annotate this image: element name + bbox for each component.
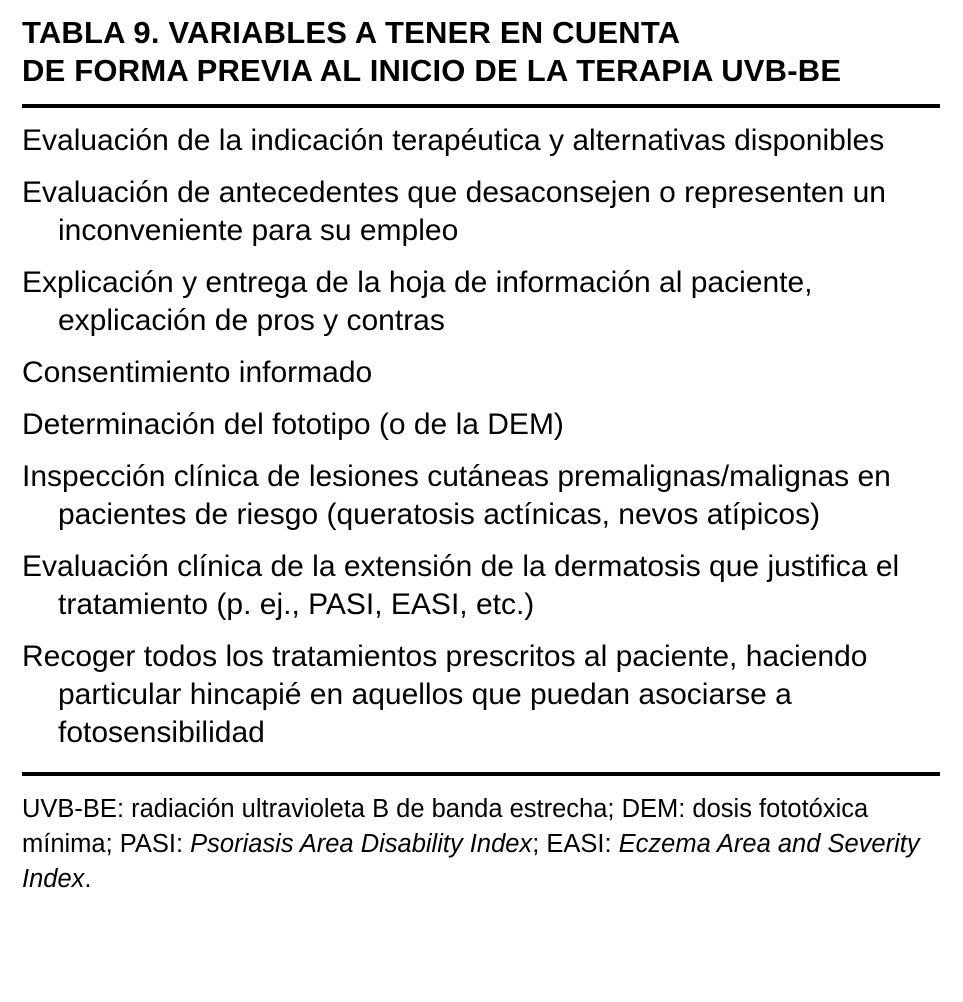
- table-title-line2: DE FORMA PREVIA AL INICIO DE LA TERAPIA UVB-BE: [22, 53, 842, 88]
- list-item: Evaluación de antecedentes que desaconsejen o representen un inconveniente para su empleo: [22, 176, 886, 247]
- list-item: Consentimiento informado: [22, 356, 373, 389]
- table-title-line1: VARIABLES A TENER EN CUENTA: [168, 15, 681, 50]
- table-label: TABLA 9.: [22, 15, 160, 50]
- footnote-text: ; EASI:: [532, 830, 619, 858]
- list-item: Evaluación de la indicación terapéutica y alternativas disponibles: [22, 124, 885, 157]
- table-footnote: [22, 792, 941, 897]
- list-item: Explicación y entrega de la hoja de información al paciente, explicación de pros y contras: [22, 266, 813, 337]
- list-item: Recoger todos los tratamientos prescritos al paciente, haciendo particular hincapié en aquellos que puedan asociarse a fotosensibilidad: [22, 640, 868, 749]
- top-rule: [22, 104, 940, 108]
- list-item: Determinación del fototipo (o de la DEM): [22, 408, 564, 441]
- list-item: Evaluación clínica de la extensión de la dermatosis que justifica el tratamiento (p. ej., PASI, EASI, etc.): [22, 550, 900, 621]
- pasi-definition: Psoriasis Area Disability Index: [190, 830, 533, 858]
- easi-definition: Eczema Area and Severity Index: [22, 830, 920, 893]
- footnote-text: .: [84, 865, 92, 893]
- variables-list: [22, 122, 941, 752]
- table-title: [22, 14, 941, 90]
- bottom-rule: [22, 772, 940, 776]
- footnote-text: UVB-BE: radiación ultravioleta B de banda estrecha; DEM: dosis fototóxica mínima; PASI:: [22, 795, 869, 858]
- list-item: Inspección clínica de lesiones cutáneas premalignas/malignas en pacientes de riesgo (queratosis actínicas, nevos atípicos): [22, 460, 891, 531]
